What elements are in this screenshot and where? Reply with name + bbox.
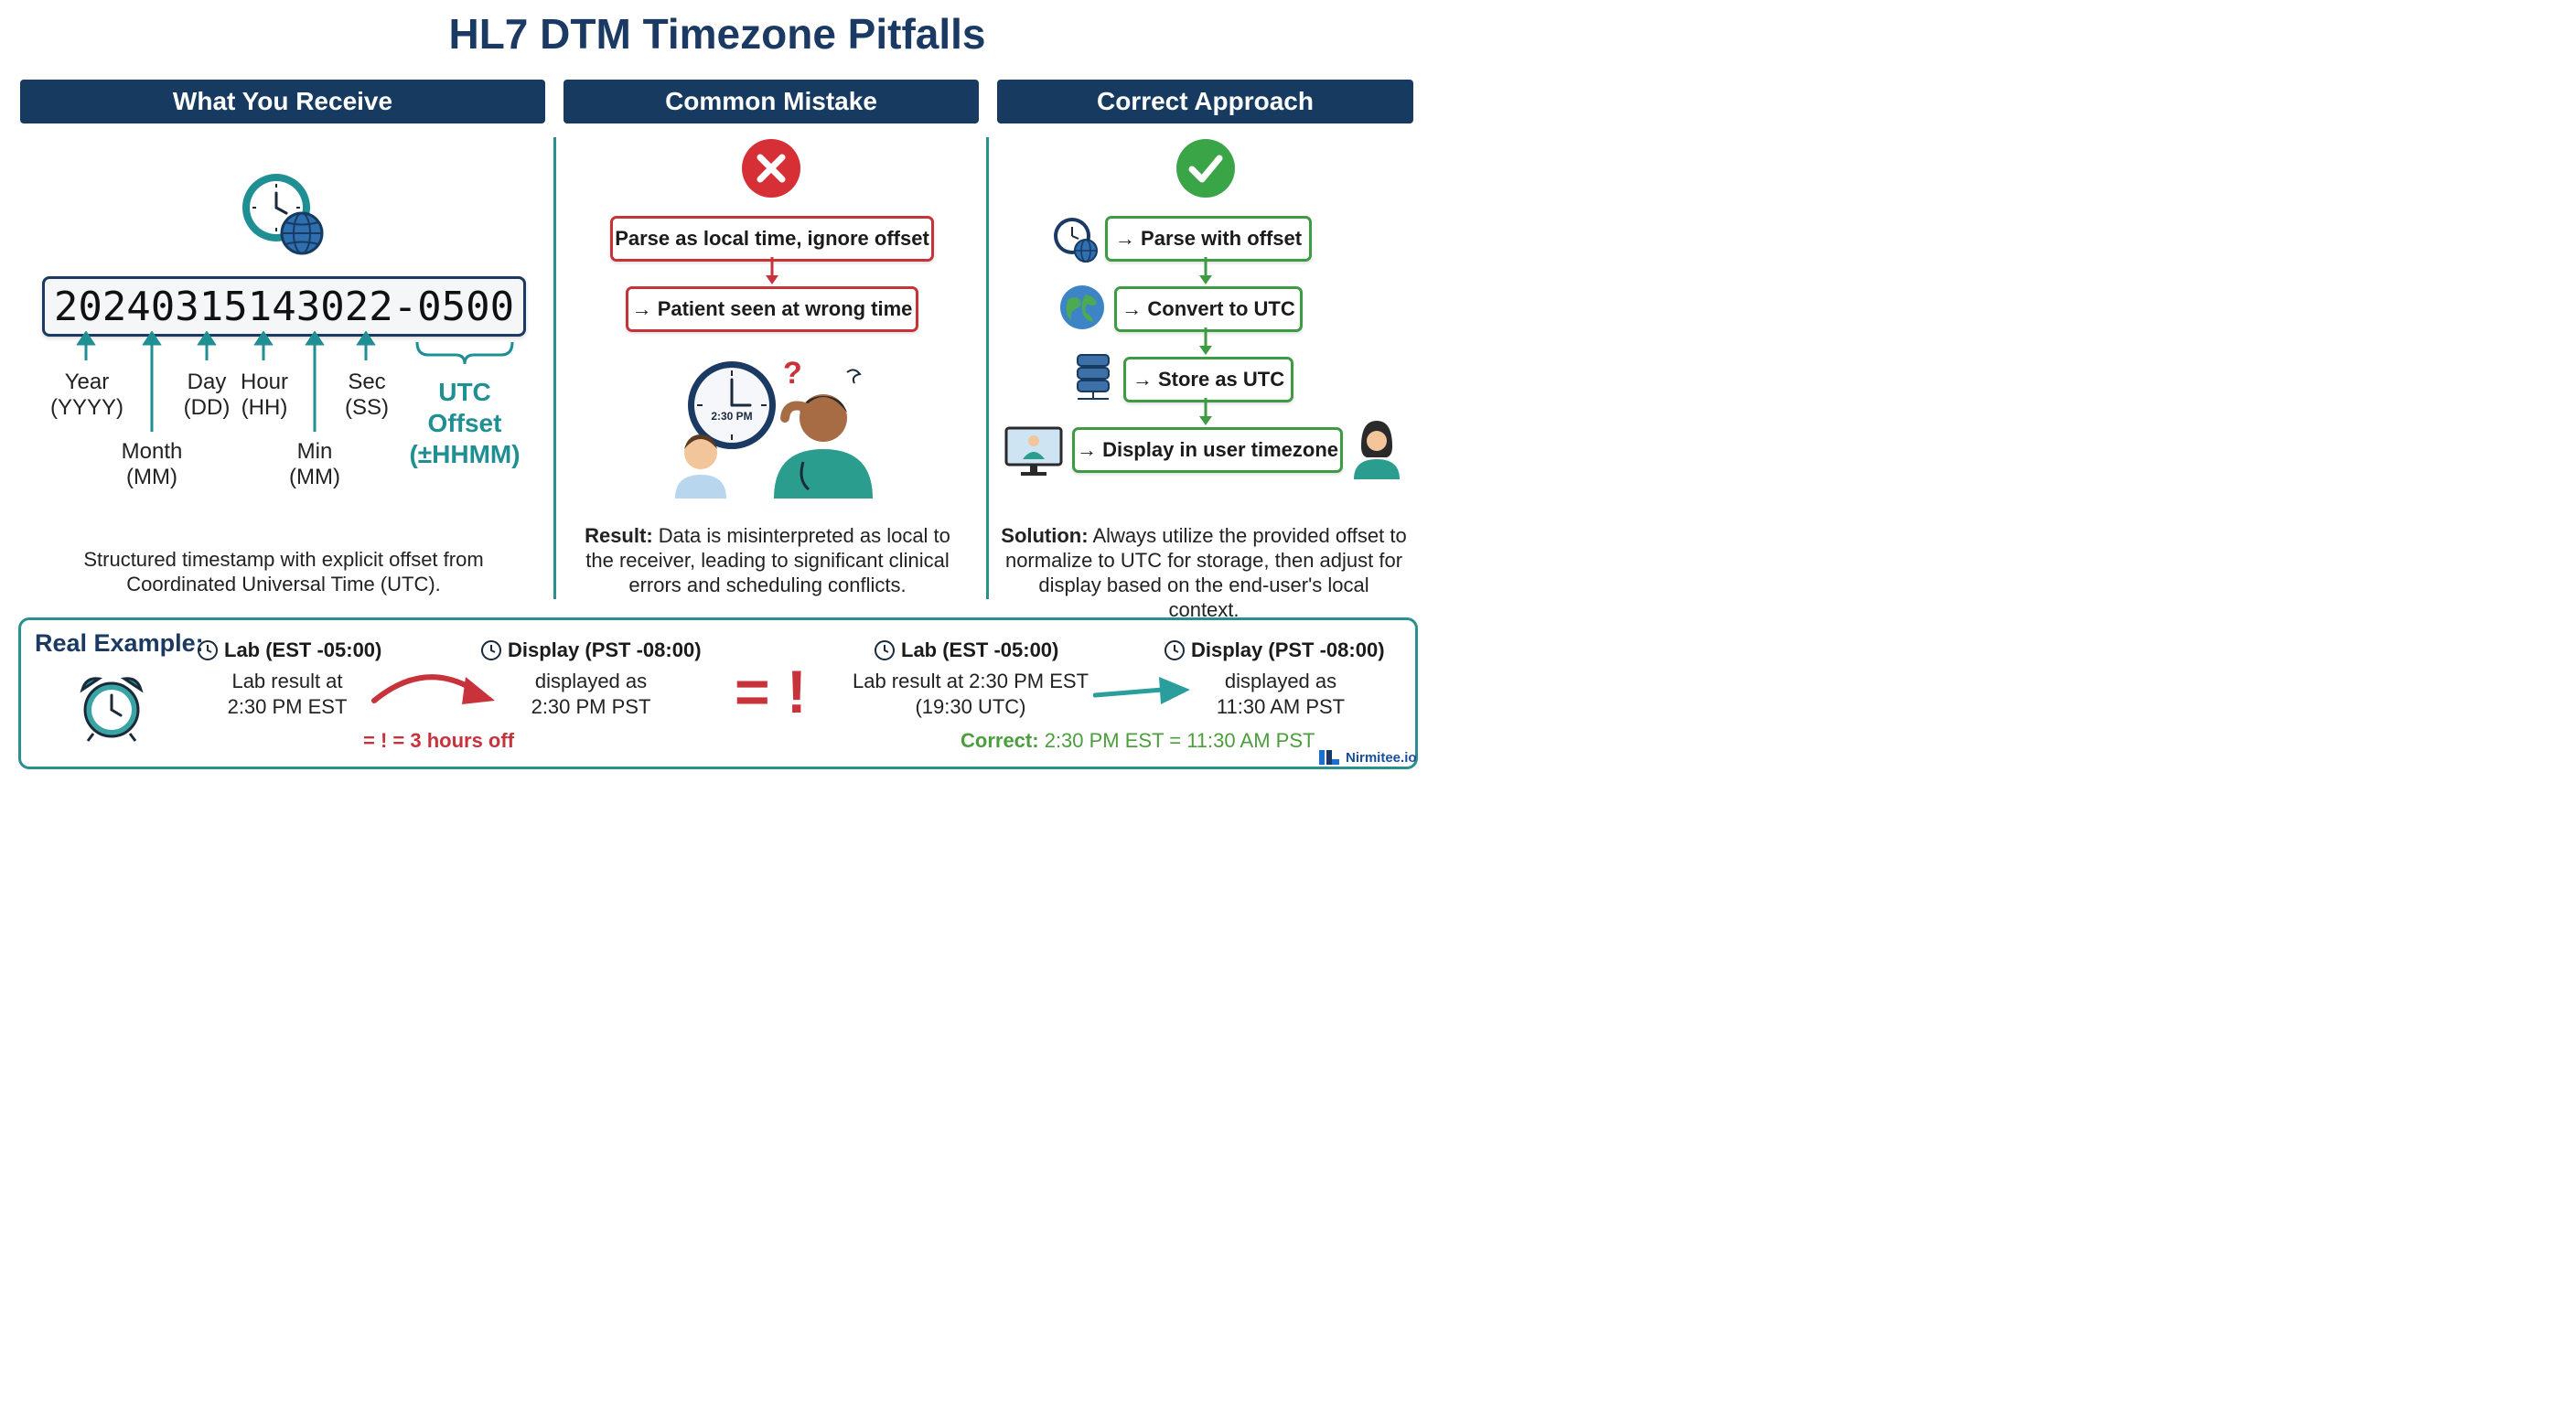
label-utc-offset: UTC Offset (±HHMM) xyxy=(409,378,521,468)
wrong-lab-text: Lab result at 2:30 PM EST xyxy=(227,670,348,718)
mistake-step-wrong-time: → Patient seen at wrong time xyxy=(626,286,918,332)
hours-off-warning: = ! = 3 hours off xyxy=(363,729,515,752)
right-display-text: displayed as 11:30 AM PST xyxy=(1216,670,1346,718)
success-check-icon xyxy=(1175,138,1236,198)
header-common-mistake: Common Mistake xyxy=(564,80,979,123)
globe-icon xyxy=(1058,284,1106,331)
solution-text: Always utilize the provided offset to normalize to UTC for storage, then adjust for display based on the end-user's local context. xyxy=(1004,524,1407,621)
confused-patient-nurse-illustration xyxy=(668,352,878,499)
label-min: Min (MM) xyxy=(289,439,340,489)
correct-step-convert-utc: → Convert to UTC xyxy=(1114,286,1303,332)
mistake-result xyxy=(573,523,962,597)
correct-step-store-utc: → Store as UTC xyxy=(1123,357,1293,402)
clock-icon xyxy=(197,639,219,661)
receive-description: Structured timestamp with explicit offset from Coordinated Universal Time (UTC). xyxy=(83,548,484,595)
right-lab-text: Lab result at 2:30 PM EST (19:30 UTC) xyxy=(852,670,1089,718)
page-title: HL7 DTM Timezone Pitfalls xyxy=(448,10,986,58)
label-sec: Sec (SS) xyxy=(345,370,389,420)
real-example-label: Real Example: xyxy=(35,629,204,657)
correct-step-parse-offset: → Parse with offset xyxy=(1105,216,1312,262)
down-arrow-icon xyxy=(1197,398,1215,427)
result-label: Result: xyxy=(585,524,653,547)
down-arrow-icon xyxy=(1197,327,1215,357)
error-x-icon xyxy=(741,138,801,198)
hl7-timestamp: 20240315143022-0500 xyxy=(42,276,526,337)
wrong-lab-header: Lab (EST -05:00) xyxy=(197,638,381,662)
header-correct-approach: Correct Approach xyxy=(997,80,1413,123)
right-lab-header: Lab (EST -05:00) xyxy=(874,638,1058,662)
teal-arrow-icon xyxy=(1093,675,1194,708)
database-icon xyxy=(1072,353,1116,404)
down-arrow-icon xyxy=(763,257,781,286)
right-display-header: Display (PST -08:00) xyxy=(1164,638,1385,662)
monitor-user-icon xyxy=(1004,424,1063,479)
down-arrow-icon xyxy=(1197,257,1215,286)
clock-icon xyxy=(480,639,502,661)
brand-logo-icon xyxy=(1317,748,1341,767)
clock-time-label: 2:30 PM xyxy=(711,410,753,423)
result-text: Data is misinterpreted as local to the receiver, leading to significant clinical errors and scheduling conflicts. xyxy=(585,524,950,596)
column-divider xyxy=(553,137,556,599)
clock-icon xyxy=(1164,639,1186,661)
not-equal-sign: = ! xyxy=(735,658,807,725)
clock-globe-icon xyxy=(1052,216,1100,263)
brand-logo[interactable]: Nirmitee.io xyxy=(1317,748,1417,767)
correct-solution xyxy=(1001,523,1407,622)
header-what-you-receive: What You Receive xyxy=(20,80,545,123)
clock-icon xyxy=(874,639,896,661)
svg-text:?: ? xyxy=(783,356,802,391)
wrong-display-text: displayed as 2:30 PM PST xyxy=(531,670,651,718)
alarm-clock-icon xyxy=(77,673,146,743)
column-divider xyxy=(986,137,989,599)
correct-step-display-timezone: → Display in user timezone xyxy=(1072,427,1343,473)
wrong-display-header: Display (PST -08:00) xyxy=(480,638,702,662)
solution-label: Solution: xyxy=(1001,524,1089,547)
mistake-step-parse-local: Parse as local time, ignore offset xyxy=(610,216,934,262)
user-avatar-icon xyxy=(1350,419,1403,481)
label-year: Year (YYYY) xyxy=(49,370,123,420)
label-hour: Hour (HH) xyxy=(240,370,289,420)
clock-globe-icon xyxy=(240,169,327,257)
label-day: Day (DD) xyxy=(183,370,231,420)
correct-conversion: Correct: 2:30 PM EST = 11:30 AM PST xyxy=(961,729,1315,752)
red-arrow-icon xyxy=(370,664,499,710)
label-month: Month (MM) xyxy=(121,439,183,489)
